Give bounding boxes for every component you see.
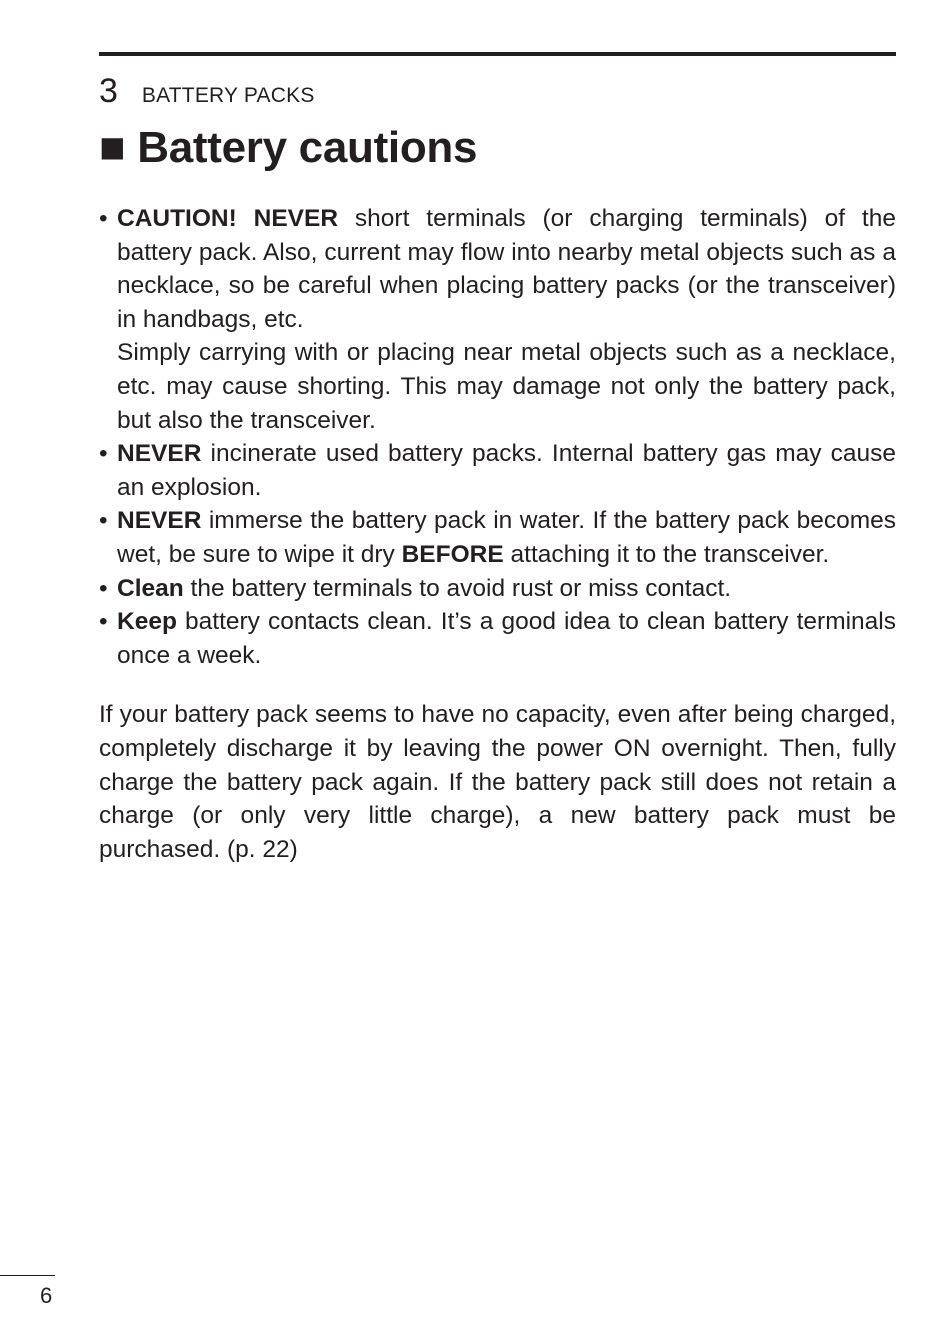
- footer-rule: [0, 1275, 55, 1276]
- caution-item-keep: [99, 605, 896, 672]
- section-marker-icon: ■: [99, 123, 126, 172]
- caution-lead: NEVER: [117, 440, 202, 468]
- caution-list: [99, 202, 896, 672]
- caution-item-incinerate: [99, 437, 896, 504]
- section-title-text: Battery cautions: [137, 123, 478, 172]
- caution-tail: attaching it to the transceiver.: [503, 540, 830, 568]
- page-number: 6: [40, 1283, 53, 1308]
- caution-body: the battery terminals to avoid rust or miss contact.: [183, 574, 732, 602]
- caution-text: [117, 437, 896, 504]
- chapter-title: BATTERY PACKS: [141, 84, 315, 107]
- caution-extra: Simply carrying with or placing near metal objects such as a necklace, etc. may cause shorting. This may damage not only the battery pack, but also the transceiver.: [117, 339, 896, 434]
- caution-item-short-terminals: [99, 202, 896, 437]
- bullet-icon: •: [99, 608, 108, 636]
- caution-body: battery contacts clean. It’s a good idea to clean battery terminals once a week.: [117, 608, 896, 669]
- section-title: [99, 122, 477, 174]
- caution-item-water: [99, 504, 896, 571]
- caution-emphasis: BEFORE: [401, 540, 504, 568]
- caution-lead: Keep: [117, 608, 177, 636]
- bullet-icon: •: [99, 205, 108, 232]
- caution-text: [117, 605, 896, 672]
- caution-lead: CAUTION! NEVER: [117, 205, 339, 232]
- caution-lead: NEVER: [117, 507, 202, 535]
- caution-lead: Clean: [117, 574, 184, 602]
- caution-text: [117, 202, 896, 336]
- bullet-icon: •: [99, 574, 108, 602]
- bullet-icon: •: [99, 440, 108, 468]
- top-rule: [99, 52, 896, 56]
- caution-text: [117, 572, 896, 606]
- caution-text: [117, 504, 896, 571]
- caution-body: short terminals (or charging terminals) of the battery pack. Also, current may flow into nearby metal objects such as a necklace, so be careful when placing battery packs (or the transceiver) in handbags, etc.: [117, 205, 896, 333]
- caution-item-clean: [99, 572, 896, 606]
- caution-body: immerse the battery pack in water. If the battery pack becomes wet, be sure to wipe it dry: [117, 507, 896, 568]
- closing-paragraph: If your battery pack seems to have no capacity, even after being charged, completely discharge it by leaving the power ON overnight. Then, fully charge the battery pack again. If the battery pack still does not retain a charge (or only very little charge), a new battery pack must be purchased. (p. 22): [99, 701, 896, 863]
- chapter-number: 3: [99, 72, 118, 110]
- caution-body: incinerate used battery packs. Internal battery gas may cause an explosion.: [117, 440, 896, 501]
- bullet-icon: •: [99, 507, 108, 535]
- main-content: [99, 202, 896, 866]
- chapter-header: [99, 72, 315, 110]
